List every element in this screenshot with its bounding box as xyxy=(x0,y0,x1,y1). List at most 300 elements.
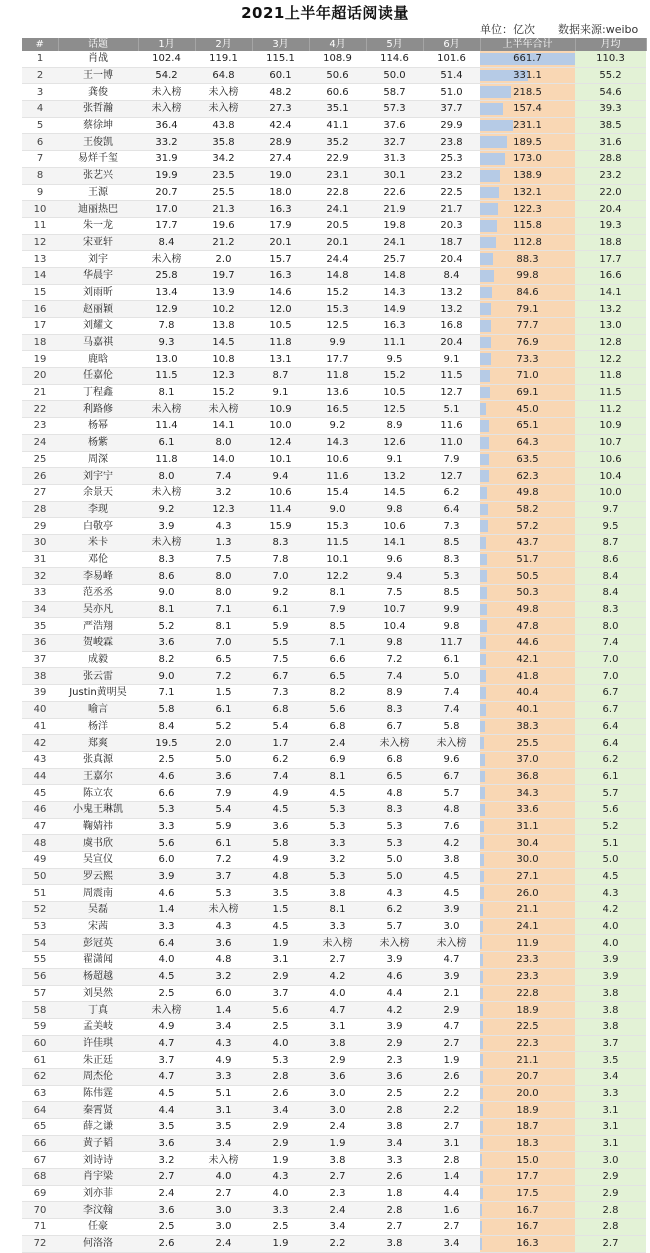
total-cell xyxy=(480,718,575,735)
table-row xyxy=(22,618,646,635)
table-row xyxy=(22,184,646,201)
may-cell: 5.0 xyxy=(366,852,423,869)
topic-cell: 肖战 xyxy=(58,51,138,67)
total-cell xyxy=(480,484,575,501)
total-value: 50.3 xyxy=(516,587,539,599)
total-cell xyxy=(480,468,575,485)
topic-cell: 鞠婧祎 xyxy=(58,818,138,835)
total-value: 18.3 xyxy=(516,1138,539,1150)
may-cell: 11.1 xyxy=(366,334,423,351)
rank-cell: 23 xyxy=(22,418,58,435)
total-value: 115.8 xyxy=(513,220,542,232)
jun-cell: 11.5 xyxy=(423,368,480,385)
feb-cell: 64.8 xyxy=(195,67,252,84)
apr-cell: 41.1 xyxy=(309,117,366,134)
mar-cell: 4.5 xyxy=(252,918,309,935)
total-cell xyxy=(480,1102,575,1119)
total-value: 22.5 xyxy=(516,1021,539,1033)
feb-cell: 未入榜 xyxy=(195,401,252,418)
jan-cell: 33.2 xyxy=(138,134,195,151)
avg-cell: 3.9 xyxy=(575,952,646,969)
table-row xyxy=(22,134,646,151)
jun-cell: 18.7 xyxy=(423,234,480,251)
apr-cell: 8.1 xyxy=(309,902,366,919)
total-bar xyxy=(480,220,497,232)
table-row xyxy=(22,718,646,735)
source-label: 数据来源:weibo xyxy=(558,23,639,36)
total-value: 173.0 xyxy=(513,153,542,165)
jun-cell: 51.0 xyxy=(423,84,480,101)
jun-cell: 22.5 xyxy=(423,184,480,201)
avg-cell: 17.7 xyxy=(575,251,646,268)
feb-cell: 21.3 xyxy=(195,201,252,218)
jan-cell: 5.8 xyxy=(138,701,195,718)
jan-cell: 2.5 xyxy=(138,985,195,1002)
apr-cell: 8.1 xyxy=(309,585,366,602)
table-row xyxy=(22,151,646,168)
may-cell: 5.3 xyxy=(366,818,423,835)
avg-cell: 3.5 xyxy=(575,1052,646,1069)
total-bar xyxy=(480,136,507,148)
jan-cell: 102.4 xyxy=(138,51,195,67)
mar-cell: 10.9 xyxy=(252,401,309,418)
may-cell: 14.9 xyxy=(366,301,423,318)
feb-cell: 14.0 xyxy=(195,451,252,468)
jun-cell: 4.4 xyxy=(423,1185,480,1202)
mar-cell: 28.9 xyxy=(252,134,309,151)
feb-cell: 10.8 xyxy=(195,351,252,368)
total-bar xyxy=(480,420,489,432)
avg-cell: 3.9 xyxy=(575,968,646,985)
apr-cell: 3.3 xyxy=(309,918,366,935)
rank-cell: 35 xyxy=(22,618,58,635)
total-bar xyxy=(480,487,487,499)
rank-cell: 71 xyxy=(22,1219,58,1236)
rank-cell: 34 xyxy=(22,601,58,618)
may-cell: 13.2 xyxy=(366,468,423,485)
feb-cell: 未入榜 xyxy=(195,902,252,919)
topic-cell: 罗云熙 xyxy=(58,868,138,885)
topic-cell: 刘昊然 xyxy=(58,985,138,1002)
avg-cell: 6.7 xyxy=(575,701,646,718)
avg-cell: 9.5 xyxy=(575,518,646,535)
total-cell xyxy=(480,84,575,101)
avg-cell: 8.6 xyxy=(575,551,646,568)
total-bar xyxy=(480,1071,483,1083)
total-value: 64.3 xyxy=(516,437,539,449)
avg-cell: 19.3 xyxy=(575,217,646,234)
feb-cell: 3.6 xyxy=(195,768,252,785)
may-cell: 15.2 xyxy=(366,368,423,385)
total-bar xyxy=(480,637,486,649)
table-row xyxy=(22,1068,646,1085)
table-row xyxy=(22,1035,646,1052)
jan-cell: 6.4 xyxy=(138,935,195,952)
mar-cell: 7.3 xyxy=(252,685,309,702)
may-cell: 3.6 xyxy=(366,1068,423,1085)
total-value: 57.2 xyxy=(516,520,539,532)
apr-cell: 3.8 xyxy=(309,1152,366,1169)
header-feb: 2月 xyxy=(195,38,252,51)
feb-cell: 3.1 xyxy=(195,1102,252,1119)
table-row xyxy=(22,1185,646,1202)
mar-cell: 1.9 xyxy=(252,1152,309,1169)
feb-cell: 2.7 xyxy=(195,1185,252,1202)
total-value: 73.3 xyxy=(516,353,539,365)
total-bar xyxy=(480,854,484,866)
jun-cell: 4.2 xyxy=(423,835,480,852)
feb-cell: 5.0 xyxy=(195,751,252,768)
total-bar xyxy=(480,1104,483,1116)
total-cell xyxy=(480,51,575,67)
rank-cell: 52 xyxy=(22,902,58,919)
topic-cell: 蔡徐坤 xyxy=(58,117,138,134)
total-cell xyxy=(480,167,575,184)
feb-cell: 1.4 xyxy=(195,1002,252,1019)
total-cell xyxy=(480,668,575,685)
mar-cell: 2.5 xyxy=(252,1018,309,1035)
total-bar xyxy=(480,587,487,599)
topic-cell: 迪丽热巴 xyxy=(58,201,138,218)
total-value: 661.7 xyxy=(513,53,542,65)
table-row xyxy=(22,1152,646,1169)
total-cell xyxy=(480,518,575,535)
topic-cell: 余景天 xyxy=(58,484,138,501)
apr-cell: 7.1 xyxy=(309,635,366,652)
total-cell xyxy=(480,735,575,752)
mar-cell: 14.6 xyxy=(252,284,309,301)
rank-cell: 57 xyxy=(22,985,58,1002)
avg-cell: 39.3 xyxy=(575,101,646,118)
topic-cell: 张真源 xyxy=(58,751,138,768)
total-bar xyxy=(480,670,486,682)
table-row xyxy=(22,51,646,67)
avg-cell: 110.3 xyxy=(575,51,646,67)
total-bar xyxy=(480,988,483,1000)
jun-cell: 未入榜 xyxy=(423,735,480,752)
avg-cell: 2.7 xyxy=(575,1235,646,1252)
jun-cell: 1.9 xyxy=(423,1052,480,1069)
table-row xyxy=(22,334,646,351)
apr-cell: 2.7 xyxy=(309,952,366,969)
rank-cell: 9 xyxy=(22,184,58,201)
table-row xyxy=(22,267,646,284)
mar-cell: 3.1 xyxy=(252,952,309,969)
total-bar xyxy=(480,337,491,349)
apr-cell: 22.9 xyxy=(309,151,366,168)
may-cell: 10.7 xyxy=(366,601,423,618)
apr-cell: 108.9 xyxy=(309,51,366,67)
feb-cell: 5.3 xyxy=(195,885,252,902)
jun-cell: 9.6 xyxy=(423,751,480,768)
jun-cell: 5.8 xyxy=(423,718,480,735)
total-value: 31.1 xyxy=(516,820,539,832)
total-cell xyxy=(480,902,575,919)
jan-cell: 19.9 xyxy=(138,167,195,184)
apr-cell: 4.7 xyxy=(309,1002,366,1019)
avg-cell: 3.8 xyxy=(575,985,646,1002)
total-value: 30.4 xyxy=(516,837,539,849)
avg-cell: 5.6 xyxy=(575,801,646,818)
mar-cell: 4.9 xyxy=(252,852,309,869)
feb-cell: 3.5 xyxy=(195,1119,252,1136)
feb-cell: 25.5 xyxy=(195,184,252,201)
mar-cell: 2.5 xyxy=(252,1219,309,1236)
table-row xyxy=(22,601,646,618)
mar-cell: 1.5 xyxy=(252,902,309,919)
total-value: 157.4 xyxy=(513,103,542,115)
total-bar xyxy=(480,320,491,332)
table-row xyxy=(22,735,646,752)
topic-cell: 宋茜 xyxy=(58,918,138,935)
mar-cell: 15.7 xyxy=(252,251,309,268)
may-cell: 12.5 xyxy=(366,401,423,418)
rank-cell: 38 xyxy=(22,668,58,685)
topic-cell: 易烊千玺 xyxy=(58,151,138,168)
total-value: 40.1 xyxy=(516,704,539,716)
rank-cell: 10 xyxy=(22,201,58,218)
total-value: 37.0 xyxy=(516,754,539,766)
may-cell: 2.5 xyxy=(366,1085,423,1102)
jun-cell: 3.1 xyxy=(423,1135,480,1152)
table-row xyxy=(22,785,646,802)
total-value: 17.7 xyxy=(516,1171,539,1183)
topic-cell: 宋亚轩 xyxy=(58,234,138,251)
may-cell: 9.5 xyxy=(366,351,423,368)
feb-cell: 3.0 xyxy=(195,1202,252,1219)
rank-cell: 15 xyxy=(22,284,58,301)
table-row xyxy=(22,484,646,501)
mar-cell: 9.1 xyxy=(252,384,309,401)
avg-cell: 3.8 xyxy=(575,1002,646,1019)
jun-cell: 11.6 xyxy=(423,418,480,435)
topic-cell: 郑爽 xyxy=(58,735,138,752)
may-cell: 10.5 xyxy=(366,384,423,401)
table-row xyxy=(22,818,646,835)
rank-cell: 27 xyxy=(22,484,58,501)
feb-cell: 7.4 xyxy=(195,468,252,485)
jan-cell: 未入榜 xyxy=(138,84,195,101)
mar-cell: 60.1 xyxy=(252,67,309,84)
total-cell xyxy=(480,768,575,785)
avg-cell: 55.2 xyxy=(575,67,646,84)
total-cell xyxy=(480,351,575,368)
jun-cell: 7.4 xyxy=(423,685,480,702)
table-row xyxy=(22,935,646,952)
feb-cell: 34.2 xyxy=(195,151,252,168)
mar-cell: 3.7 xyxy=(252,985,309,1002)
rank-cell: 4 xyxy=(22,101,58,118)
table-row xyxy=(22,1235,646,1252)
total-bar xyxy=(480,604,487,616)
table-row xyxy=(22,468,646,485)
topic-cell: 任嘉伦 xyxy=(58,368,138,385)
total-bar xyxy=(480,937,482,949)
topic-cell: 孟美岐 xyxy=(58,1018,138,1035)
topic-cell: 黄子韬 xyxy=(58,1135,138,1152)
avg-cell: 10.7 xyxy=(575,434,646,451)
avg-cell: 3.1 xyxy=(575,1135,646,1152)
feb-cell: 19.7 xyxy=(195,267,252,284)
rank-cell: 36 xyxy=(22,635,58,652)
apr-cell: 3.2 xyxy=(309,852,366,869)
rank-cell: 33 xyxy=(22,585,58,602)
jun-cell: 3.9 xyxy=(423,968,480,985)
table-row xyxy=(22,384,646,401)
jan-cell: 3.6 xyxy=(138,635,195,652)
mar-cell: 7.5 xyxy=(252,651,309,668)
mar-cell: 2.9 xyxy=(252,1119,309,1136)
feb-cell: 4.0 xyxy=(195,1169,252,1186)
feb-cell: 15.2 xyxy=(195,384,252,401)
mar-cell: 7.0 xyxy=(252,568,309,585)
may-cell: 30.1 xyxy=(366,167,423,184)
total-bar xyxy=(480,287,492,299)
feb-cell: 19.6 xyxy=(195,217,252,234)
total-cell xyxy=(480,985,575,1002)
rank-cell: 46 xyxy=(22,801,58,818)
jan-cell: 5.3 xyxy=(138,801,195,818)
topic-cell: 李现 xyxy=(58,501,138,518)
rank-cell: 72 xyxy=(22,1235,58,1252)
total-cell xyxy=(480,785,575,802)
jan-cell: 4.0 xyxy=(138,952,195,969)
table-row xyxy=(22,885,646,902)
table-row xyxy=(22,434,646,451)
feb-cell: 4.3 xyxy=(195,918,252,935)
may-cell: 9.4 xyxy=(366,568,423,585)
rank-cell: 20 xyxy=(22,368,58,385)
total-value: 62.3 xyxy=(516,470,539,482)
jan-cell: 3.9 xyxy=(138,518,195,535)
rank-cell: 55 xyxy=(22,952,58,969)
may-cell: 3.9 xyxy=(366,1018,423,1035)
mar-cell: 8.3 xyxy=(252,534,309,551)
total-value: 47.8 xyxy=(516,620,539,632)
table-row xyxy=(22,368,646,385)
table-row xyxy=(22,952,646,969)
rank-cell: 51 xyxy=(22,885,58,902)
jan-cell: 9.0 xyxy=(138,585,195,602)
topic-cell: 杨超越 xyxy=(58,968,138,985)
apr-cell: 11.5 xyxy=(309,534,366,551)
apr-cell: 16.5 xyxy=(309,401,366,418)
topic-cell: 李易峰 xyxy=(58,568,138,585)
jan-cell: 6.1 xyxy=(138,434,195,451)
total-value: 23.3 xyxy=(516,954,539,966)
avg-cell: 4.5 xyxy=(575,868,646,885)
total-bar xyxy=(480,887,484,899)
total-cell xyxy=(480,334,575,351)
total-cell xyxy=(480,267,575,284)
table-row xyxy=(22,67,646,84)
may-cell: 9.1 xyxy=(366,451,423,468)
feb-cell: 6.1 xyxy=(195,835,252,852)
jun-cell: 8.5 xyxy=(423,534,480,551)
feb-cell: 8.0 xyxy=(195,568,252,585)
total-cell xyxy=(480,1035,575,1052)
topic-cell: 杨洋 xyxy=(58,718,138,735)
total-value: 88.3 xyxy=(516,253,539,265)
avg-cell: 5.1 xyxy=(575,835,646,852)
header-total: 上半年合计 xyxy=(480,38,575,51)
jan-cell: 未入榜 xyxy=(138,484,195,501)
table-row xyxy=(22,234,646,251)
avg-cell: 31.6 xyxy=(575,134,646,151)
total-cell xyxy=(480,1135,575,1152)
topic-cell: 华晨宇 xyxy=(58,267,138,284)
table-row xyxy=(22,968,646,985)
total-bar xyxy=(480,120,513,132)
jan-cell: 3.5 xyxy=(138,1119,195,1136)
topic-cell: 王嘉尔 xyxy=(58,768,138,785)
topic-cell: 陈伟霆 xyxy=(58,1085,138,1102)
jun-cell: 2.9 xyxy=(423,1002,480,1019)
table-row xyxy=(22,1119,646,1136)
mar-cell: 12.4 xyxy=(252,434,309,451)
total-cell xyxy=(480,635,575,652)
mar-cell: 48.2 xyxy=(252,84,309,101)
may-cell: 12.6 xyxy=(366,434,423,451)
table-row xyxy=(22,101,646,118)
topic-cell: 秦霄贤 xyxy=(58,1102,138,1119)
avg-cell: 12.2 xyxy=(575,351,646,368)
total-cell xyxy=(480,918,575,935)
jan-cell: 2.7 xyxy=(138,1169,195,1186)
total-cell xyxy=(480,434,575,451)
table-row xyxy=(22,418,646,435)
may-cell: 50.0 xyxy=(366,67,423,84)
total-cell xyxy=(480,534,575,551)
total-value: 42.1 xyxy=(516,654,539,666)
total-value: 84.6 xyxy=(516,286,539,298)
jun-cell: 2.6 xyxy=(423,1068,480,1085)
feb-cell: 119.1 xyxy=(195,51,252,67)
avg-cell: 22.0 xyxy=(575,184,646,201)
topic-cell: 丁真 xyxy=(58,1002,138,1019)
total-cell xyxy=(480,151,575,168)
total-value: 40.4 xyxy=(516,687,539,699)
jan-cell: 未入榜 xyxy=(138,534,195,551)
jun-cell: 5.0 xyxy=(423,668,480,685)
avg-cell: 6.7 xyxy=(575,685,646,702)
jun-cell: 21.7 xyxy=(423,201,480,218)
total-bar xyxy=(480,954,483,966)
topic-cell: 邓伦 xyxy=(58,551,138,568)
rank-cell: 32 xyxy=(22,568,58,585)
may-cell: 57.3 xyxy=(366,101,423,118)
total-value: 43.7 xyxy=(516,537,539,549)
feb-cell: 21.2 xyxy=(195,234,252,251)
apr-cell: 15.3 xyxy=(309,518,366,535)
may-cell: 32.7 xyxy=(366,134,423,151)
may-cell: 10.4 xyxy=(366,618,423,635)
total-bar xyxy=(480,170,500,182)
may-cell: 6.7 xyxy=(366,718,423,735)
mar-cell: 7.4 xyxy=(252,768,309,785)
apr-cell: 4.2 xyxy=(309,968,366,985)
table-row xyxy=(22,835,646,852)
feb-cell: 4.9 xyxy=(195,1052,252,1069)
topic-cell: 陈立农 xyxy=(58,785,138,802)
topic-cell: 吴亦凡 xyxy=(58,601,138,618)
total-bar xyxy=(480,270,494,282)
rank-cell: 48 xyxy=(22,835,58,852)
mar-cell: 19.0 xyxy=(252,167,309,184)
mar-cell: 13.1 xyxy=(252,351,309,368)
total-cell xyxy=(480,585,575,602)
may-cell: 9.8 xyxy=(366,501,423,518)
